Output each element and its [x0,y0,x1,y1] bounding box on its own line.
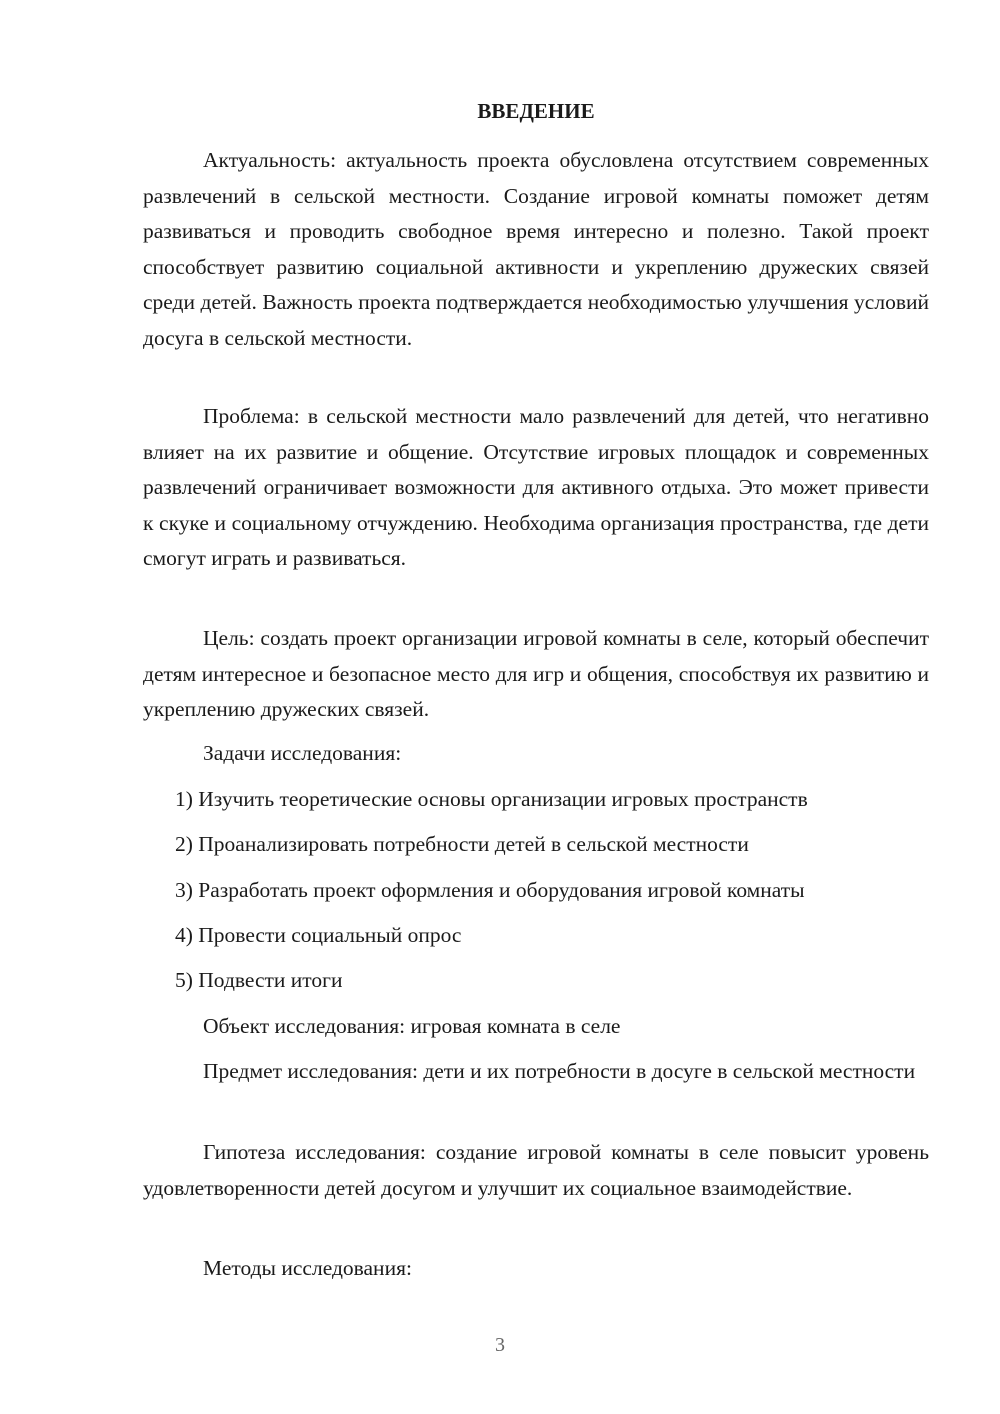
list-item: 2) Проанализировать потребности детей в сельской местности [175,832,749,856]
problem-paragraph: Проблема: в сельской местности мало развлечений для детей, что негативно влияет на их развитие и общение. Отсутствие игровых площадок и современных развлечений ограничивает возможности для активного отдыха. Это может привести к скуке и социальному отчуждению. Необходима организация пространства, где дети смогут играть и развиваться. [143,404,929,570]
list-item: 5) Подвести итоги [175,968,343,992]
list-item: 1) Изучить теоретические основы организации игровых пространств [175,787,808,811]
methods-intro: Методы исследования: [203,1256,412,1280]
tasks-intro: Задачи исследования: [203,741,402,765]
goal-paragraph: Цель: создать проект организации игровой комнаты в селе, который обеспечит детям интересное и безопасное место для игр и общения, способствуя их развитию и укреплению дружеских связей. [143,626,929,721]
relevance-paragraph: Актуальность: актуальность проекта обусловлена отсутствием современных развлечений в сельской местности. Создание игровой комнаты поможет детям развиваться и проводить свободное время интересно и полезно. Такой проект способствует развитию социальной активности и укреплению дружеских связей среди детей. Важность проекта подтверждается необходимостью улучшения условий досуга в сельской местности. [143,148,929,350]
list-item: 4) Провести социальный опрос [175,923,462,947]
subject-paragraph: Предмет исследования: дети и их потребности в досуге в сельской местности [203,1059,916,1083]
page-number: 3 [495,1334,505,1356]
object-paragraph: Объект исследования: игровая комната в селе [203,1014,621,1038]
list-item: 3) Разработать проект оформления и оборудования игровой комнаты [175,878,805,902]
hypothesis-paragraph: Гипотеза исследования: создание игровой комнаты в селе повысит уровень удовлетворенности детей досугом и улучшит их социальное взаимодействие. [143,1140,929,1200]
page-title: ВВЕДЕНИЕ [477,99,595,123]
